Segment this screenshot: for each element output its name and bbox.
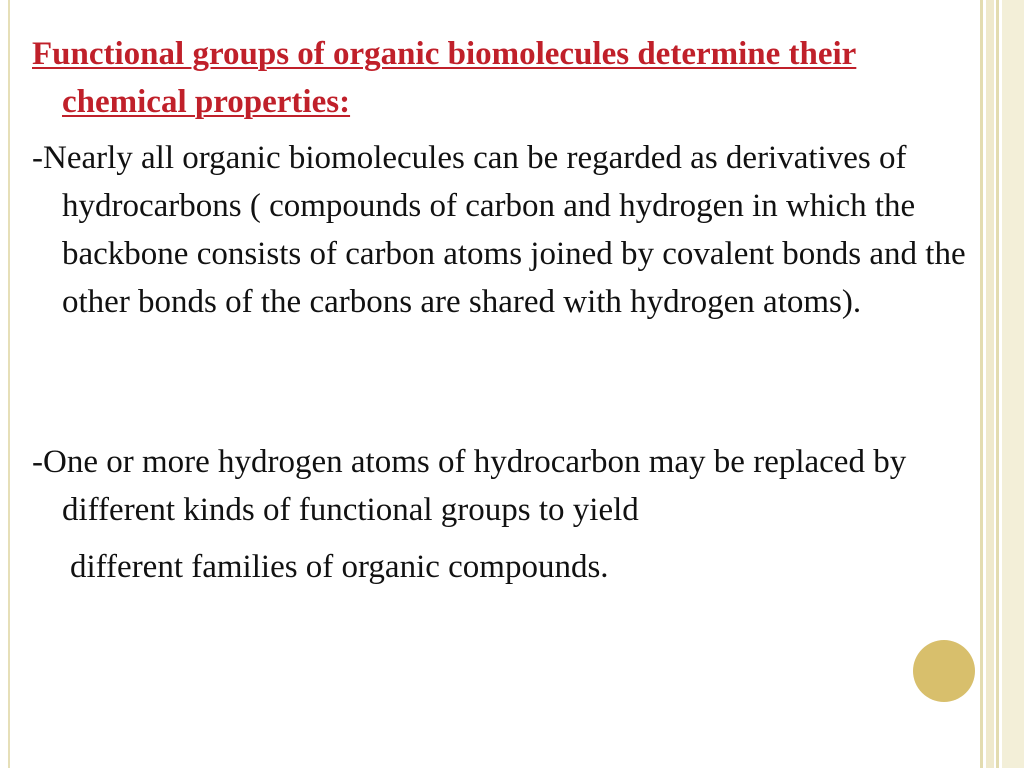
decorative-circle [913, 640, 975, 702]
stripe [1002, 0, 1024, 768]
body-paragraph-2: -One or more hydrogen atoms of hydrocarbon may be replaced by different kinds of functional groups to yield [32, 444, 907, 528]
body-paragraph-2-continuation: different families of organic compounds. [70, 549, 609, 585]
body-paragraph-1: -Nearly all organic biomolecules can be regarded as derivatives of hydrocarbons ( compounds of carbon and hydrogen in which the backbone consists of carbon atoms joined by covalent bonds and the other bonds of the carbons are shared with hydrogen atoms). [32, 140, 966, 320]
slide-title: Functional groups of organic biomolecules determine their chemical properties: [32, 36, 857, 120]
